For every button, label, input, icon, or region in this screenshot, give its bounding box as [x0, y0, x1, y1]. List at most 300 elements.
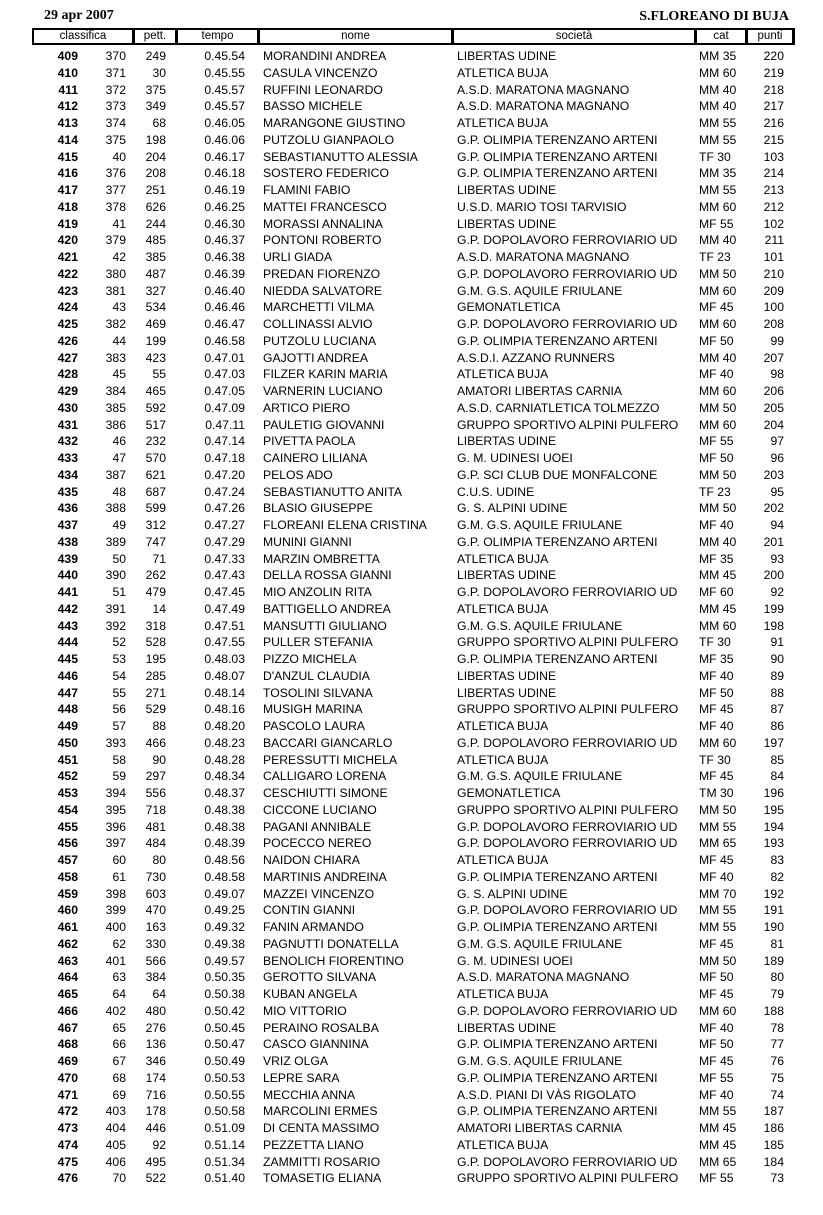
points: 98: [770, 367, 784, 382]
bib-number: 480: [145, 1003, 166, 1018]
finish-time: 0.50.53: [204, 1070, 245, 1085]
category: MF 55: [699, 1171, 734, 1186]
table-row: [0, 1003, 823, 1020]
club-name: A.S.D.I. AZZANO RUNNERS: [457, 350, 615, 365]
overall-position: 474: [57, 1137, 78, 1152]
bib-number: 199: [145, 333, 166, 348]
category-position: 68: [112, 1070, 126, 1085]
athlete-name: FILZER KARIN MARIA: [263, 367, 388, 382]
table-row: [0, 902, 823, 919]
club-name: G.M. G.S. AQUILE FRIULANE: [457, 1054, 623, 1068]
club-name: G.P. DOPOLAVORO FERROVIARIO UD: [457, 819, 678, 834]
club-name: LIBERTAS UDINE: [457, 568, 557, 583]
table-row: [0, 1070, 823, 1087]
category: MF 40: [699, 668, 734, 683]
overall-position: 435: [57, 484, 78, 499]
category-position: 406: [105, 1154, 126, 1169]
table-row: [0, 232, 823, 249]
category-position: 382: [105, 317, 126, 331]
results-table: [0, 48, 823, 1187]
category: TF 30: [699, 635, 731, 650]
category-position: 44: [112, 333, 126, 348]
category: MF 45: [699, 853, 734, 867]
overall-position: 455: [57, 819, 78, 834]
finish-time: 0.46.05: [204, 116, 245, 130]
overall-position: 452: [57, 769, 78, 784]
category-position: 384: [105, 384, 126, 398]
points: 83: [770, 853, 784, 867]
bib-number: 469: [145, 317, 166, 331]
athlete-name: DI CENTA MASSIMO: [263, 1121, 380, 1135]
category-position: 56: [112, 702, 126, 717]
finish-time: 0.50.38: [204, 987, 245, 1001]
table-row: [0, 668, 823, 685]
points: 90: [770, 652, 784, 666]
athlete-name: PAULETIG GIOVANNI: [263, 417, 385, 432]
points: 213: [763, 183, 784, 197]
category: MM 45: [699, 1137, 737, 1152]
athlete-name: SOSTERO FEDERICO: [263, 166, 389, 181]
table-row: [0, 768, 823, 785]
finish-time: 0.46.40: [204, 283, 245, 298]
points: 202: [763, 501, 784, 516]
bib-number: 163: [145, 920, 166, 934]
finish-time: 0.48.37: [204, 786, 245, 800]
finish-time: 0.49.25: [204, 903, 245, 918]
bib-number: 385: [145, 250, 166, 264]
category-position: 388: [105, 501, 126, 516]
bib-number: 466: [145, 735, 166, 750]
finish-time: 0.50.42: [204, 1003, 245, 1018]
finish-time: 0.47.03: [204, 367, 245, 382]
bib-number: 479: [145, 585, 166, 599]
bib-number: 71: [152, 551, 166, 566]
club-name: A.S.D. MARATONA MAGNANO: [457, 99, 630, 114]
finish-time: 0.47.11: [205, 417, 245, 432]
finish-time: 0.47.14: [204, 434, 245, 449]
athlete-name: PREDAN FIORENZO: [263, 266, 381, 281]
category: MF 35: [699, 652, 734, 666]
category: MF 45: [699, 300, 734, 315]
category-position: 53: [112, 652, 126, 666]
table-row: [0, 467, 823, 484]
club-name: AMATORI LIBERTAS CARNIA: [457, 384, 623, 398]
finish-time: 0.47.20: [204, 467, 245, 482]
overall-position: 420: [57, 233, 78, 248]
category-position: 373: [105, 99, 126, 114]
table-row: [0, 685, 823, 702]
category-position: 59: [112, 769, 126, 784]
club-name: LIBERTAS UDINE: [457, 49, 557, 63]
table-row: [0, 969, 823, 986]
overall-position: 447: [57, 685, 78, 700]
points: 199: [763, 601, 784, 616]
table-row: [0, 651, 823, 668]
points: 208: [763, 317, 784, 331]
overall-position: 427: [57, 350, 78, 365]
club-name: A.S.D. MARATONA MAGNANO: [457, 970, 630, 985]
athlete-name: MIO VITTORIO: [263, 1003, 347, 1018]
table-row: [0, 886, 823, 903]
category: MM 45: [699, 568, 737, 583]
club-name: GEMONATLETICA: [457, 300, 561, 315]
athlete-name: MATTEI FRANCESCO: [263, 199, 387, 214]
column-header-punti: punti: [748, 30, 792, 43]
overall-position: 430: [57, 400, 78, 415]
bib-number: 249: [145, 49, 166, 63]
table-row: [0, 1137, 823, 1154]
points: 211: [764, 233, 784, 248]
bib-number: 481: [145, 819, 166, 834]
category: MM 45: [699, 1121, 737, 1135]
bib-number: 487: [145, 266, 166, 281]
bib-number: 528: [145, 635, 166, 650]
finish-time: 0.51.09: [204, 1121, 245, 1135]
overall-position: 457: [57, 853, 78, 867]
overall-position: 469: [57, 1054, 78, 1068]
category: MM 55: [699, 132, 737, 147]
category-position: 42: [112, 250, 126, 264]
category: MF 50: [699, 451, 734, 465]
category: MM 60: [699, 1003, 737, 1018]
points: 79: [770, 987, 784, 1001]
overall-position: 438: [57, 534, 78, 549]
finish-time: 0.48.16: [204, 702, 245, 717]
finish-time: 0.46.18: [204, 166, 245, 181]
athlete-name: PAGANI ANNIBALE: [263, 819, 372, 834]
table-row: [0, 1036, 823, 1053]
table-row: [0, 852, 823, 869]
table-row: [0, 299, 823, 316]
finish-time: 0.50.45: [204, 1020, 245, 1035]
finish-time: 0.49.07: [204, 886, 245, 901]
category-position: 403: [105, 1104, 126, 1119]
category: MM 50: [699, 501, 737, 516]
category: MM 60: [699, 735, 737, 750]
bib-number: 423: [145, 350, 166, 365]
points: 195: [763, 802, 784, 817]
club-name: G.P. OLIMPIA TERENZANO ARTENI: [457, 166, 658, 181]
table-row: [0, 132, 823, 149]
category-position: 392: [105, 618, 126, 633]
finish-time: 0.47.33: [204, 551, 245, 566]
table-row: [0, 1120, 823, 1137]
category-position: 379: [105, 233, 126, 248]
category-position: 65: [112, 1020, 126, 1035]
club-name: G.M. G.S. AQUILE FRIULANE: [457, 769, 623, 784]
category-position: 404: [105, 1121, 126, 1135]
points: 89: [770, 668, 784, 683]
athlete-name: COLLINASSI ALVIO: [263, 317, 373, 331]
athlete-name: FLOREANI ELENA CRISTINA: [263, 518, 427, 532]
club-name: LIBERTAS UDINE: [457, 216, 557, 231]
table-row: [0, 802, 823, 819]
club-name: G.P. OLIMPIA TERENZANO ARTENI: [457, 534, 658, 549]
overall-position: 458: [57, 869, 78, 884]
athlete-name: GAJOTTI ANDREA: [263, 350, 368, 365]
bib-number: 30: [152, 65, 166, 80]
club-name: GRUPPO SPORTIVO ALPINI PULFERO: [457, 635, 679, 650]
bib-number: 55: [152, 367, 166, 382]
overall-position: 412: [57, 99, 78, 114]
table-row: [0, 82, 823, 99]
category: MF 45: [699, 769, 734, 784]
club-name: LIBERTAS UDINE: [457, 1020, 557, 1035]
club-name: G.M. G.S. AQUILE FRIULANE: [457, 518, 623, 532]
bib-number: 349: [145, 99, 166, 114]
points: 82: [770, 869, 784, 884]
table-row: [0, 919, 823, 936]
finish-time: 0.48.58: [204, 869, 245, 884]
table-row: [0, 165, 823, 182]
table-row: [0, 936, 823, 953]
overall-position: 461: [57, 920, 78, 934]
athlete-name: NAIDON CHIARA: [263, 853, 360, 867]
finish-time: 0.47.45: [204, 585, 245, 599]
category-position: 67: [112, 1054, 126, 1068]
finish-time: 0.48.03: [204, 652, 245, 666]
category-position: 402: [105, 1003, 126, 1018]
athlete-name: LEPRE SARA: [263, 1070, 340, 1085]
overall-position: 444: [57, 635, 78, 650]
category: MM 55: [699, 903, 737, 918]
table-row: [0, 366, 823, 383]
athlete-name: CESCHIUTTI SIMONE: [263, 786, 388, 800]
table-row: [0, 283, 823, 300]
athlete-name: TOSOLINI SILVANA: [263, 685, 373, 700]
points: 192: [763, 886, 784, 901]
club-name: ATLETICA BUJA: [457, 987, 549, 1001]
club-name: GRUPPO SPORTIVO ALPINI PULFERO: [457, 417, 679, 432]
points: 102: [763, 216, 784, 231]
overall-position: 416: [57, 166, 78, 181]
table-row: [0, 986, 823, 1003]
bib-number: 529: [145, 702, 166, 717]
athlete-name: URLI GIADA: [263, 250, 333, 264]
finish-time: 0.47.27: [204, 518, 245, 532]
finish-time: 0.48.14: [204, 685, 245, 700]
category-position: 45: [112, 367, 126, 382]
points: 76: [770, 1054, 784, 1068]
athlete-name: SEBASTIANUTTO ANITA: [263, 484, 403, 499]
bib-number: 174: [145, 1070, 166, 1085]
table-row: [0, 115, 823, 132]
category-position: 391: [105, 601, 126, 616]
category-position: 395: [105, 802, 126, 817]
overall-position: 414: [57, 132, 78, 147]
bib-number: 570: [145, 451, 166, 465]
category-position: 49: [112, 518, 126, 532]
club-name: G.P. OLIMPIA TERENZANO ARTENI: [457, 920, 658, 934]
bib-number: 80: [152, 853, 166, 867]
club-name: ATLETICA BUJA: [457, 367, 549, 382]
club-name: GRUPPO SPORTIVO ALPINI PULFERO: [457, 702, 679, 717]
category-position: 47: [112, 451, 126, 465]
bib-number: 446: [145, 1121, 166, 1135]
finish-time: 0.45.54: [204, 49, 245, 63]
club-name: G. S. ALPINI UDINE: [457, 501, 568, 516]
table-row: [0, 1087, 823, 1104]
finish-time: 0.49.57: [204, 953, 245, 968]
club-name: G.M. G.S. AQUILE FRIULANE: [457, 618, 623, 633]
category: MF 40: [699, 869, 734, 884]
category-position: 61: [112, 869, 126, 884]
bib-number: 14: [152, 601, 166, 616]
category: MF 40: [699, 719, 734, 733]
category: MM 50: [699, 953, 737, 968]
athlete-name: PIZZO MICHELA: [263, 652, 357, 666]
bib-number: 716: [145, 1087, 166, 1102]
bib-number: 208: [145, 166, 166, 181]
athlete-name: CALLIGARO LORENA: [263, 769, 387, 784]
category-position: 52: [112, 635, 126, 650]
athlete-name: BLASIO GIUSEPPE: [263, 501, 373, 516]
table-row: [0, 383, 823, 400]
athlete-name: MARANGONE GIUSTINO: [263, 116, 406, 130]
finish-time: 0.45.57: [204, 99, 245, 114]
athlete-name: MARCOLINI ERMES: [263, 1104, 378, 1119]
club-name: AMATORI LIBERTAS CARNIA: [457, 1121, 623, 1135]
overall-position: 454: [57, 802, 78, 817]
bib-number: 687: [145, 484, 166, 499]
category: MM 40: [699, 534, 737, 549]
finish-time: 0.51.34: [204, 1154, 245, 1169]
points: 101: [763, 250, 784, 264]
category: MM 50: [699, 266, 737, 281]
overall-position: 445: [57, 652, 78, 666]
table-row: [0, 48, 823, 65]
overall-position: 459: [57, 886, 78, 901]
category: MM 60: [699, 283, 737, 298]
table-row: [0, 517, 823, 534]
club-name: G.P. DOPOLAVORO FERROVIARIO UD: [457, 585, 678, 599]
overall-position: 465: [57, 987, 78, 1001]
overall-position: 425: [57, 317, 78, 331]
table-row: [0, 98, 823, 115]
bib-number: 232: [145, 434, 166, 449]
table-row: [0, 752, 823, 769]
finish-time: 0.49.38: [204, 936, 245, 951]
club-name: ATLETICA BUJA: [457, 1137, 549, 1152]
finish-time: 0.48.38: [204, 802, 245, 817]
athlete-name: RUFFINI LEONARDO: [263, 82, 383, 97]
club-name: ATLETICA BUJA: [457, 551, 549, 566]
points: 197: [763, 735, 784, 750]
category: MM 55: [699, 116, 737, 130]
athlete-name: MARTINIS ANDREINA: [263, 869, 387, 884]
category-position: 54: [112, 668, 126, 683]
club-name: U.S.D. MARIO TOSI TARVISIO: [457, 199, 627, 214]
bib-number: 592: [145, 400, 166, 415]
finish-time: 0.47.01: [204, 350, 245, 365]
club-name: G.P. DOPOLAVORO FERROVIARIO UD: [457, 233, 678, 248]
overall-position: 423: [57, 283, 78, 298]
category-position: 380: [105, 266, 126, 281]
category-position: 50: [112, 551, 126, 566]
bib-number: 384: [145, 970, 166, 985]
category: MF 40: [699, 1020, 734, 1035]
category-position: 398: [105, 886, 126, 901]
category: MM 40: [699, 82, 737, 97]
overall-position: 441: [57, 585, 78, 599]
club-name: G.P. OLIMPIA TERENZANO ARTENI: [457, 149, 658, 164]
club-name: LIBERTAS UDINE: [457, 434, 557, 449]
finish-time: 0.47.09: [204, 400, 245, 415]
category: MF 45: [699, 987, 734, 1001]
table-row: [0, 216, 823, 233]
overall-position: 432: [57, 434, 78, 449]
points: 77: [770, 1037, 784, 1052]
bib-number: 297: [145, 769, 166, 784]
table-row: [0, 500, 823, 517]
table-row: [0, 869, 823, 886]
finish-time: 0.48.39: [204, 836, 245, 851]
overall-position: 415: [57, 149, 78, 164]
category: MF 55: [699, 216, 734, 231]
bib-number: 262: [145, 568, 166, 583]
club-name: G.M. G.S. AQUILE FRIULANE: [457, 283, 623, 298]
category-position: 40: [112, 149, 126, 164]
club-name: G.P. OLIMPIA TERENZANO ARTENI: [457, 652, 658, 666]
overall-position: 410: [57, 65, 78, 80]
bib-number: 285: [145, 668, 166, 683]
points: 201: [763, 534, 784, 549]
finish-time: 0.47.55: [204, 635, 245, 650]
points: 73: [770, 1171, 784, 1186]
category: MM 55: [699, 1104, 737, 1119]
table-row: [0, 601, 823, 618]
category: MM 60: [699, 317, 737, 331]
club-name: LIBERTAS UDINE: [457, 183, 557, 197]
bib-number: 534: [145, 300, 166, 315]
category: MM 65: [699, 836, 737, 851]
club-name: G.P. SCI CLUB DUE MONFALCONE: [457, 467, 658, 482]
table-row: [0, 634, 823, 651]
points: 193: [763, 836, 784, 851]
athlete-name: PUTZOLU GIANPAOLO: [263, 132, 395, 147]
category: MM 60: [699, 65, 737, 80]
finish-time: 0.46.25: [204, 199, 245, 214]
race-date: 29 apr 2007: [44, 8, 114, 23]
athlete-name: PELOS ADO: [263, 467, 333, 482]
points: 75: [770, 1070, 784, 1085]
finish-time: 0.46.38: [204, 250, 245, 264]
athlete-name: KUBAN ANGELA: [263, 987, 358, 1001]
column-header-cat: cat: [697, 30, 745, 43]
athlete-name: MUSIGH MARINA: [263, 702, 363, 717]
category-position: 372: [105, 82, 126, 97]
bib-number: 566: [145, 953, 166, 968]
category: MF 50: [699, 970, 734, 985]
athlete-name: CAINERO LILIANA: [263, 451, 368, 465]
table-row: [0, 835, 823, 852]
category-position: 46: [112, 434, 126, 449]
club-name: G.P. DOPOLAVORO FERROVIARIO UD: [457, 317, 678, 331]
category: MM 45: [699, 601, 737, 616]
category-position: 376: [105, 166, 126, 181]
club-name: A.S.D. PIANI DI VÀS RIGOLATO: [457, 1087, 637, 1102]
category-position: 377: [105, 183, 126, 197]
athlete-name: MARZIN OMBRETTA: [263, 551, 380, 566]
points: 217: [763, 99, 784, 114]
table-row: [0, 953, 823, 970]
category: MM 55: [699, 819, 737, 834]
category: MF 50: [699, 1037, 734, 1052]
category: MF 35: [699, 551, 734, 566]
category-position: 371: [105, 65, 126, 80]
table-row: [0, 701, 823, 718]
category-position: 64: [112, 987, 126, 1001]
